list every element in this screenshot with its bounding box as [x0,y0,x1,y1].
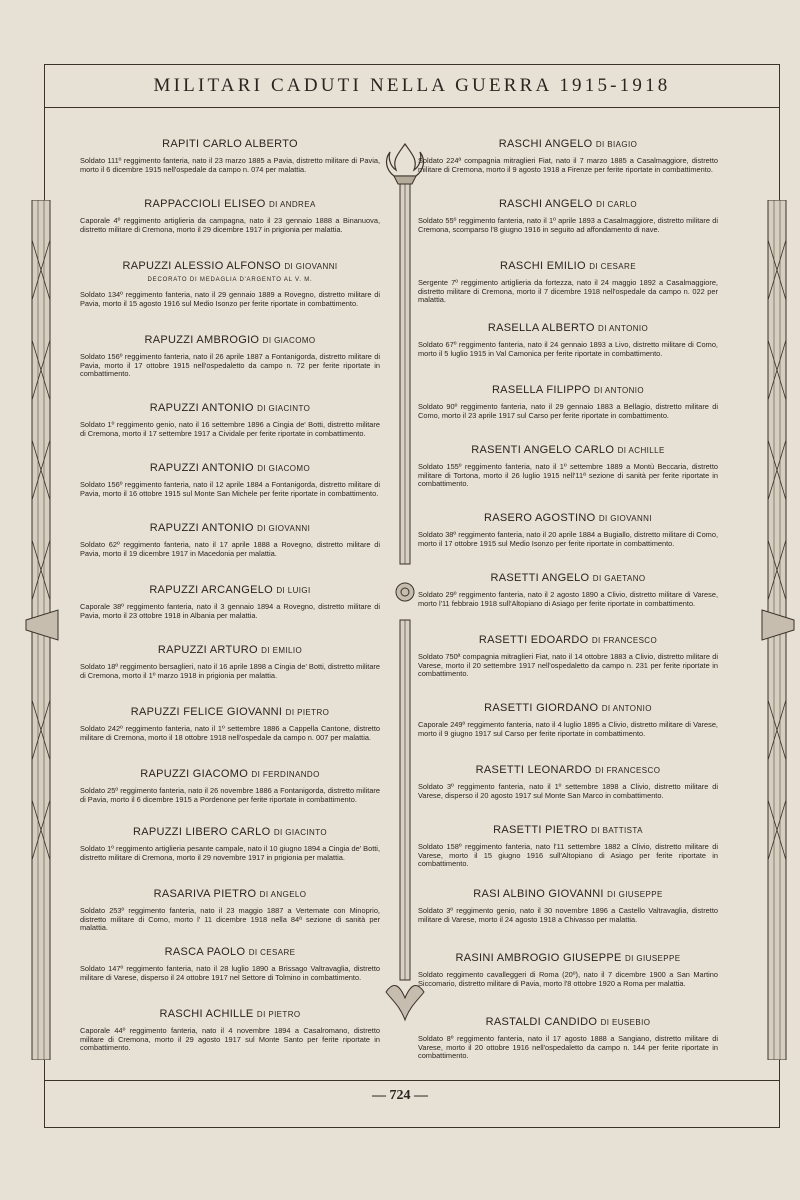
entry: RAPUZZI ARTURO DI EMILIO Soldato 18º reggimento bersaglieri, nato il 16 aprile 1898 a Cingia de' Botti, distretto militare di Cremona, morto il 1º marzo 1918 in prigionia per malattia. [80,644,380,680]
entry: RAPUZZI ANTONIO DI GIACOMO Soldato 156º reggimento fanteria, nato il 12 aprile 1884 a Fontanigorda, distretto militare di Pavia, morto il 16 ottobre 1915 sul Monte San Michele per ferite riportate in combattimento. [80,462,380,498]
entry: RASCA PAOLO DI CESARE Soldato 147º reggimento fanteria, nato il 28 luglio 1890 a Brissago Valtravaglia, distretto militare di Varese, disperso il 24 ottobre 1917 nel Settore di Tolmino in combattimento. [80,946,380,982]
entry: RASETTI GIORDANO DI ANTONIO Caporale 249º reggimento fanteria, nato il 4 luglio 1895 a Clivio, distretto militare di Varese, morto il 9 giugno 1917 sul Carso per ferite riportate in combattimento. [418,702,718,738]
entry: RASELLA FILIPPO DI ANTONIO Soldato 90º reggimento fanteria, nato il 29 gennaio 1883 a Bellagio, distretto militare di Como, morto il 23 aprile 1917 sul Carso per ferite riportate in combattimento. [418,384,718,420]
left-fasces-ornament [22,200,62,1060]
entry: RAPUZZI ALESSIO ALFONSO DI GIOVANNI DECORATO DI MEDAGLIA D'ARGENTO AL V. M. Soldato 134º reggimento fanteria, nato il 29 gennaio 1889 a Rovegno, distretto militare di Pavia, morto il 15 agosto 1916 sul Medio Isonzo per ferite riportate in combattimento. [80,260,380,308]
entry: RASELLA ALBERTO DI ANTONIO Soldato 67º reggimento fanteria, nato il 24 gennaio 1893 a Livo, distretto militare di Como, morto il 5 luglio 1915 in Val Camonica per ferite riportate in combattimento. [418,322,718,358]
entry: RAPUZZI AMBROGIO DI GIACOMO Soldato 156º reggimento fanteria, nato il 26 aprile 1887 a Fontanigorda, distretto militare di Pavia, morto il 17 ottobre 1915 nell'ospedaletto da campo n. 72 per ferite riportate in combattimento. [80,334,380,379]
entry: RASETTI EDOARDO DI FRANCESCO Soldato 750ª compagnia mitraglieri Fiat, nato il 14 ottobre 1883 a Clivio, distretto militare di Varese, morto il 20 settembre 1917 nell'ospedaletto da campo n. 231 per ferite riportate in combattimento. [418,634,718,679]
entry: RASETTI LEONARDO DI FRANCESCO Soldato 3º reggimento fanteria, nato il 1º settembre 1898 a Clivio, distretto militare di Varese, disperso il 20 agosto 1917 sul Monte San Marco in combattimento. [418,764,718,800]
entry: RASCHI EMILIO DI CESARE Sergente 7º reggimento artiglieria da fortezza, nato il 24 maggio 1892 a Casalmaggiore, distretto militare di Cremona, morto il 7 dicembre 1918 nell'ospedale da campo n. 022 per malattia. [418,260,718,305]
entry: RASINI AMBROGIO GIUSEPPE DI GIUSEPPE Soldato reggimento cavalleggeri di Roma (20º), nato il 7 dicembre 1900 a San Martino Siccomario, distretto militare di Pavia, morto l'8 ottobre 1920 a Roma per malattia. [418,952,718,988]
entry: RAPITI CARLO ALBERTO Soldato 111º reggimento fanteria, nato il 23 marzo 1885 a Pavia, distretto militare di Pavia, morto il 6 dicembre 1915 nell'ospedale da campo n. 074 per malattia. [80,138,380,174]
entry: RASCHI ACHILLE DI PIETRO Caporale 44º reggimento fanteria, nato il 4 novembre 1894 a Casalromano, distretto militare di Cremona, morto il 29 agosto 1917 sul Monte Santo per ferite riportate in combattimento. [80,1008,380,1053]
page-header [44,64,780,108]
right-fasces-ornament [758,200,798,1060]
entry: RASARIVA PIETRO DI ANGELO Soldato 253º reggimento fanteria, nato il 23 maggio 1887 a Vertemate con Minoprio, distretto militare di Como, morto l' 11 dicembre 1918 nella 84ª sezione di sanità per malattia. [80,888,380,933]
entry: RASENTI ANGELO CARLO DI ACHILLE Soldato 155º reggimento fanteria, nato il 1º settembre 1889 a Montù Beccaria, distretto militare di Tortona, morto il 26 luglio 1915 nell'11ª sezione di sanità per ferite riportate in combattimento. [418,444,718,489]
entry: RASETTI PIETRO DI BATTISTA Soldato 158º reggimento fanteria, nato l'11 settembre 1882 a Clivio, distretto militare di Varese, morto il 15 giugno 1916 sull'Altopiano di Asiago per ferite riportate in combattimento. [418,824,718,869]
entry: RASCHI ANGELO DI CARLO Soldato 55º reggimento fanteria, nato il 1º aprile 1893 a Casalmaggiore, distretto militare di Cremona, scomparso l'8 giugno 1916 in seguito ad affondamento di nave. [418,198,718,234]
entry: RASETTI ANGELO DI GAETANO Soldato 29º reggimento fanteria, nato il 2 agosto 1890 a Clivio, distretto militare di Varese, morto l'11 febbraio 1918 sull'Altopiano di Asiago per ferite riportate in combattimento. [418,572,718,608]
entry: RASCHI ANGELO DI BIAGIO Soldato 224ª compagnia mitraglieri Fiat, nato il 7 marzo 1885 a Casalmaggiore, distretto militare di Cremona, morto il 9 agosto 1918 a Firenze per ferite riportate in combattimento. [418,138,718,174]
entry: RAPUZZI ARCANGELO DI LUIGI Caporale 38º reggimento fanteria, nato il 3 gennaio 1894 a Rovegno, distretto militare di Pavia, morto il 23 ottobre 1918 in Albania per malattia. [80,584,380,620]
entry: RASERO AGOSTINO DI GIOVANNI Soldato 38º reggimento fanteria, nato il 20 aprile 1884 a Bugiallo, distretto militare di Como, morto il 17 ottobre 1915 sul Medio Isonzo per ferite riportate in combattimento. [418,512,718,548]
entry: RAPUZZI ANTONIO DI GIOVANNI Soldato 62º reggimento fanteria, nato il 17 aprile 1888 a Rovegno, distretto militare di Pavia, morto il 19 dicembre 1917 in Macedonia per malattia. [80,522,380,558]
footer-rule [44,1080,780,1081]
entry: RASTALDI CANDIDO DI EUSEBIO Soldato 8º reggimento fanteria, nato il 17 agosto 1888 a Sangiano, distretto militare di Varese, morto il 20 ottobre 1916 nell'ospedaletto da campo n. 144 per ferite riportate in combattimento. [418,1016,718,1061]
page-number: — 724 — [372,1088,428,1103]
entry: RAPUZZI LIBERO CARLO DI GIACINTO Soldato 1º reggimento artiglieria pesante campale, nato il 10 giugno 1894 a Cingia de' Botti, distretto militare di Cremona, morto il 29 novembre 1917 in prigionia per malattia. [80,826,380,862]
entry: RAPUZZI ANTONIO DI GIACINTO Soldato 1º reggimento genio, nato il 16 settembre 1896 a Cingia de' Botti, distretto militare di Cremona, morto il 17 settembre 1917 a Cividale per ferite riportate in combattimento. [80,402,380,438]
entry: RAPUZZI GIACOMO DI FERDINANDO Soldato 25º reggimento fanteria, nato il 26 novembre 1886 a Fontanigorda, distretto militare di Pavia, morto il 6 dicembre 1915 a Pordenone per ferite riportate in combattimento. [80,768,380,804]
page-title: MILITARI CADUTI NELLA GUERRA 1915-1918 [153,74,671,96]
entry: RASI ALBINO GIOVANNI DI GIUSEPPE Soldato 3º reggimento genio, nato il 30 novembre 1896 a Castello Valtravaglia, distretto militare di Varese, morto il 24 agosto 1918 a Chivasso per malattia. [418,888,718,924]
entry: RAPUZZI FELICE GIOVANNI DI PIETRO Soldato 242º reggimento fanteria, nato il 1º settembre 1886 a Cappella Cantone, distretto militare di Cremona, morto il 18 ottobre 1918 nell'ospedale da campo n. 007 per malattia. [80,706,380,742]
entry: RAPPACCIOLI ELISEO DI ANDREA Caporale 4º reggimento artiglieria da campagna, nato il 23 gennaio 1888 a Binanuova, distretto militare di Cremona, morto il 29 dicembre 1917 in prigionia per malattia. [80,198,380,234]
